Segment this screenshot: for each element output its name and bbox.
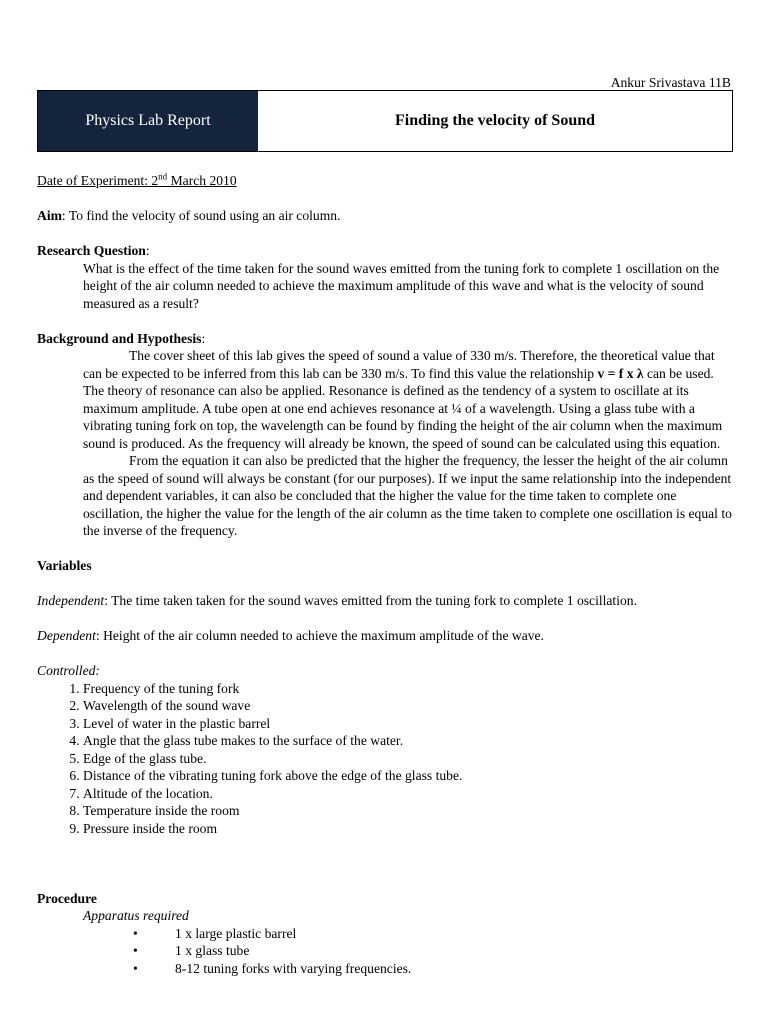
list-item: • 1 x glass tube <box>133 943 250 958</box>
velocity-formula: v = f x λ <box>597 365 644 381</box>
date-of-experiment: Date of Experiment: 2nd March 2010 <box>37 171 237 188</box>
apparatus-label: Apparatus required <box>83 908 189 923</box>
research-question-text: What is the effect of the time taken for the sound waves emitted from the tuning fork to complete 1 oscillation on the height of the air column needed to achieve the maximum amplitude of this wave and what is the velocity of sound measured as a result? <box>83 260 720 311</box>
list-item: • 1 x large plastic barrel <box>133 925 297 941</box>
list-item: • 8-12 tuning forks with varying frequencies. <box>133 960 412 976</box>
variables-heading: Variables <box>37 558 92 573</box>
list-item: 5. Edge of the glass tube. <box>83 750 733 768</box>
background-heading: Background and Hypothesis: <box>37 330 206 346</box>
apparatus-list <box>37 925 733 978</box>
aim <box>37 207 733 225</box>
list-item: 9. Pressure inside the room <box>83 820 733 838</box>
bullet-icon: • <box>133 943 138 958</box>
list-item: 7. Altitude of the location. <box>83 785 733 803</box>
experiment-title: Finding the velocity of Sound <box>394 112 596 130</box>
dependent-variable: Dependent: Height of the air column needed to achieve the maximum amplitude of the wave. <box>37 628 544 643</box>
report-body <box>37 172 733 977</box>
author-line: Ankur Srivastava 11B <box>610 75 731 90</box>
research-question-heading: Research Question: <box>37 243 150 258</box>
bullet-icon: • <box>133 925 138 941</box>
procedure-heading: Procedure <box>37 890 97 906</box>
aim-label: Aim <box>37 208 62 223</box>
controlled-variables-list <box>37 680 733 838</box>
background-paragraph-2: From the equation it can also be predicted that the higher the frequency, the lesser the height of the air column as the speed of sound will always be constant (for our purposes). If we input the same relationship into the independent and dependent variables, it can also be concluded that the higher the value for the time taken to complete one oscillation, the higher the value for the length of the air column as the time taken to complete one oscillation is equal to the inverse of the frequency. <box>83 453 732 538</box>
bullet-icon: • <box>133 960 138 976</box>
report-type-title: Physics Lab Report <box>38 91 258 151</box>
list-item: 1. Frequency of the tuning fork <box>83 680 733 698</box>
controlled-variables-label: Controlled: <box>37 663 100 678</box>
list-item: 2. Wavelength of the sound wave <box>83 697 733 715</box>
list-item: 4. Angle that the glass tube makes to the surface of the water. <box>83 732 733 750</box>
list-item: 6. Distance of the vibrating tuning fork above the edge of the glass tube. <box>83 767 733 785</box>
aim-text: : To find the velocity of sound using an air column. <box>61 208 341 223</box>
report-header <box>37 90 733 152</box>
independent-variable: Independent: The time taken taken for the sound waves emitted from the tuning fork to complete 1 oscillation. <box>37 593 637 608</box>
list-item: 8. Temperature inside the room <box>83 802 733 820</box>
background-paragraph-1: The cover sheet of this lab gives the speed of sound a value of 330 m/s. Therefore, the theoretical value that can be expected to be inferred from this lab can be 330 m/s. To find this value the relationship v = f x λ can be used. The theory of resonance can also be applied. Resonance is defined as the tendency of a system to oscillate at its maximum amplitude. A tube open at one end achieves resonance at ¼ of a wavelength. Using a glass tube with a vibrating tuning fork on top, the wavelength can be found by finding the height of the air column when the maximum sound is produced. As the frequency will already be known, the speed of sound can be calculated using this equation. <box>83 348 723 451</box>
list-item: 3. Level of water in the plastic barrel <box>83 715 733 733</box>
